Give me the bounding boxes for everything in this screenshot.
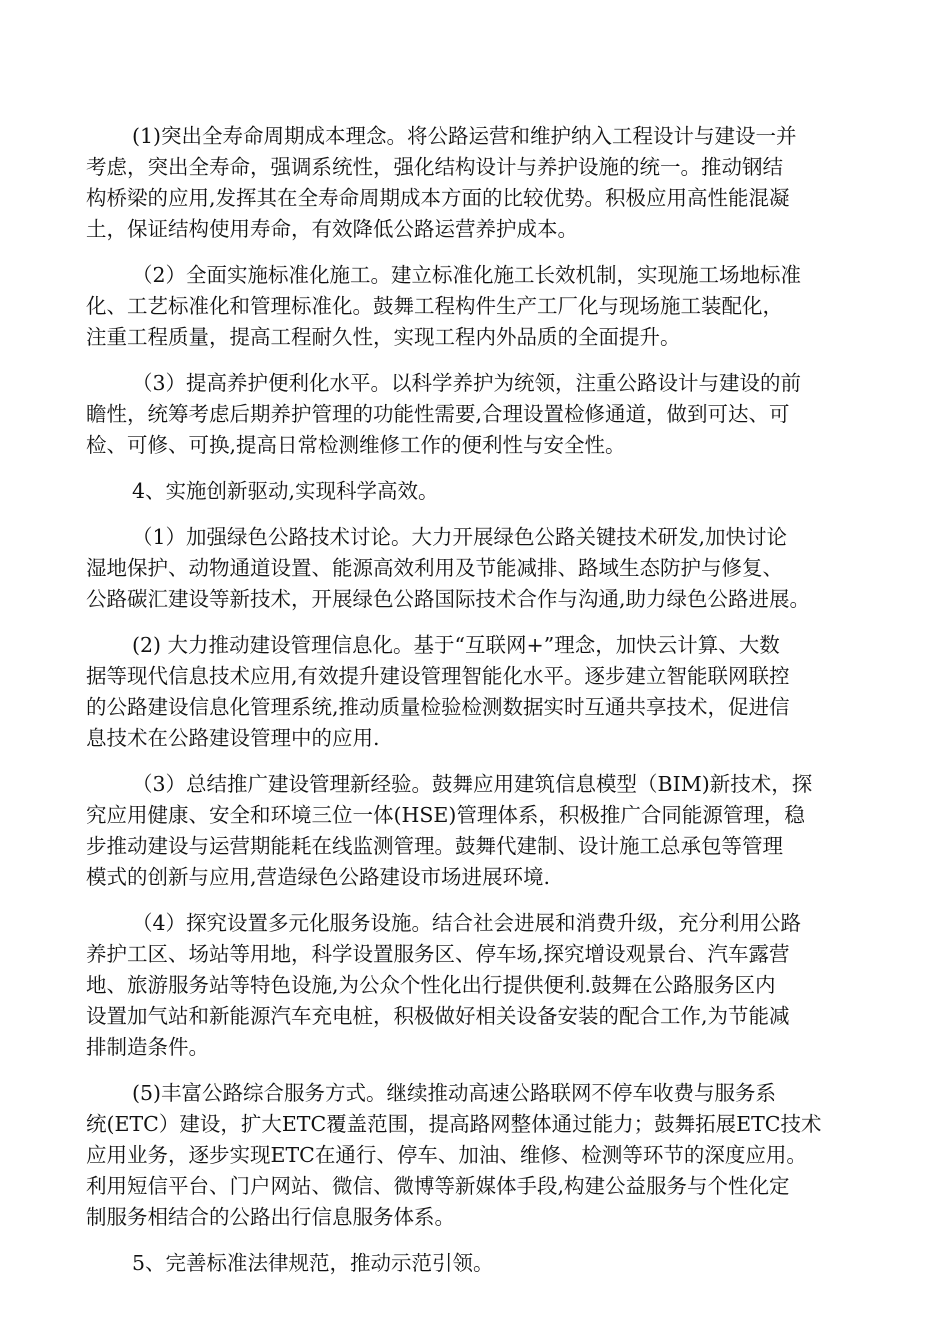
- paragraph-7: [86, 769, 866, 893]
- paragraph-line: 土，保证结构使用寿命，有效降低公路运营养护成本。: [86, 217, 578, 241]
- paragraph-line: 构桥梁的应用,发挥其在全寿命周期成本方面的比较优势。积极应用高性能混凝: [86, 186, 790, 210]
- paragraph-9: [86, 1078, 866, 1233]
- paragraph-line: (2) 大力推动建设管理信息化。基于“互联网+”理念，加快云计算、大数: [132, 633, 780, 657]
- paragraph-8: [86, 908, 866, 1063]
- paragraph-line: （3）总结推广建设管理新经验。鼓舞应用建筑信息模型（BIM)新技术，探: [132, 772, 813, 796]
- paragraph-line: 考虑，突出全寿命，强调系统性，强化结构设计与养护设施的统一。推动钢结: [86, 155, 783, 179]
- paragraph-line: 据等现代信息技术应用,有效提升建设管理智能化水平。逐步建立智能联网联控: [86, 664, 790, 688]
- paragraph-line: 公路碳汇建设等新技术，开展绿色公路国际技术合作与沟通,助力绿色公路进展。: [86, 587, 811, 611]
- paragraph-line: (5)丰富公路综合服务方式。继续推动高速公路联网不停车收费与服务系: [132, 1081, 777, 1105]
- paragraph-line: 检、可修、可换,提高日常检测维修工作的便利性与安全性。: [86, 433, 626, 457]
- paragraph-line: (1)突出全寿命周期成本理念。将公路运营和维护纳入工程设计与建设一并: [132, 124, 797, 148]
- paragraph-line: 息技术在公路建设管理中的应用.: [86, 726, 380, 750]
- paragraph-6: [86, 630, 866, 754]
- paragraph-2: [86, 260, 866, 353]
- paragraph-line: 4、实施创新驱动,实现科学高效。: [132, 479, 439, 503]
- paragraph-5: [86, 522, 866, 615]
- paragraph-line: （3）提高养护便利化水平。以科学养护为统领，注重公路设计与建设的前: [132, 371, 802, 395]
- paragraph-line: 排制造条件。: [86, 1035, 209, 1059]
- paragraph-line: 利用短信平台、门户网站、微信、微博等新媒体手段,构建公益服务与个性化定: [86, 1174, 790, 1198]
- paragraph-line: 应用业务，逐步实现ETC在通行、停车、加油、维修、检测等环节的深度应用。: [86, 1143, 807, 1167]
- paragraph-line: 湿地保护、动物通道设置、能源高效利用及节能减排、路域生态防护与修复、: [86, 556, 783, 580]
- paragraph-line: 化、工艺标准化和管理标准化。鼓舞工程构件生产工厂化与现场施工装配化，: [86, 294, 783, 318]
- section-heading-5: [86, 1248, 866, 1279]
- paragraph-line: 瞻性，统筹考虑后期养护管理的功能性需要,合理设置检修通道，做到可达、可: [86, 402, 790, 426]
- paragraph-line: 制服务相结合的公路出行信息服务体系。: [86, 1205, 455, 1229]
- paragraph-line: 究应用健康、安全和环境三位一体(HSE)管理体系，积极推广合同能源管理，稳: [86, 803, 805, 827]
- paragraph-line: 养护工区、场站等用地，科学设置服务区、停车场,探究增设观景台、汽车露营: [86, 942, 790, 966]
- paragraph-line: 注重工程质量，提高工程耐久性，实现工程内外品质的全面提升。: [86, 325, 681, 349]
- paragraph-1: [86, 121, 866, 245]
- document-body: [86, 121, 866, 1294]
- section-heading-4: [86, 476, 866, 507]
- paragraph-line: （1）加强绿色公路技术讨论。大力开展绿色公路关键技术研发,加快讨论: [132, 525, 788, 549]
- paragraph-line: 的公路建设信息化管理系统,推动质量检验检测数据实时互通共享技术，促进信: [86, 695, 790, 719]
- paragraph-line: （2）全面实施标准化施工。建立标准化施工长效机制，实现施工场地标准: [132, 263, 802, 287]
- paragraph-line: 地、旅游服务站等特色设施,为公众个性化出行提供便利.鼓舞在公路服务区内: [86, 973, 776, 997]
- paragraph-line: 模式的创新与应用,营造绿色公路建设市场进展环境.: [86, 865, 551, 889]
- paragraph-line: 设置加气站和新能源汽车充电桩，积极做好相关设备安装的配合工作,为节能减: [86, 1004, 790, 1028]
- paragraph-line: 统(ETC）建设，扩大ETC覆盖范围，提高路网整体通过能力；鼓舞拓展ETC技术: [86, 1112, 822, 1136]
- paragraph-line: （4）探究设置多元化服务设施。结合社会进展和消费升级，充分利用公路: [132, 911, 802, 935]
- paragraph-3: [86, 368, 866, 461]
- paragraph-line: 5、完善标准法律规范，推动示范引领。: [132, 1251, 494, 1275]
- paragraph-line: 步推动建设与运营期能耗在线监测管理。鼓舞代建制、设计施工总承包等管理: [86, 834, 783, 858]
